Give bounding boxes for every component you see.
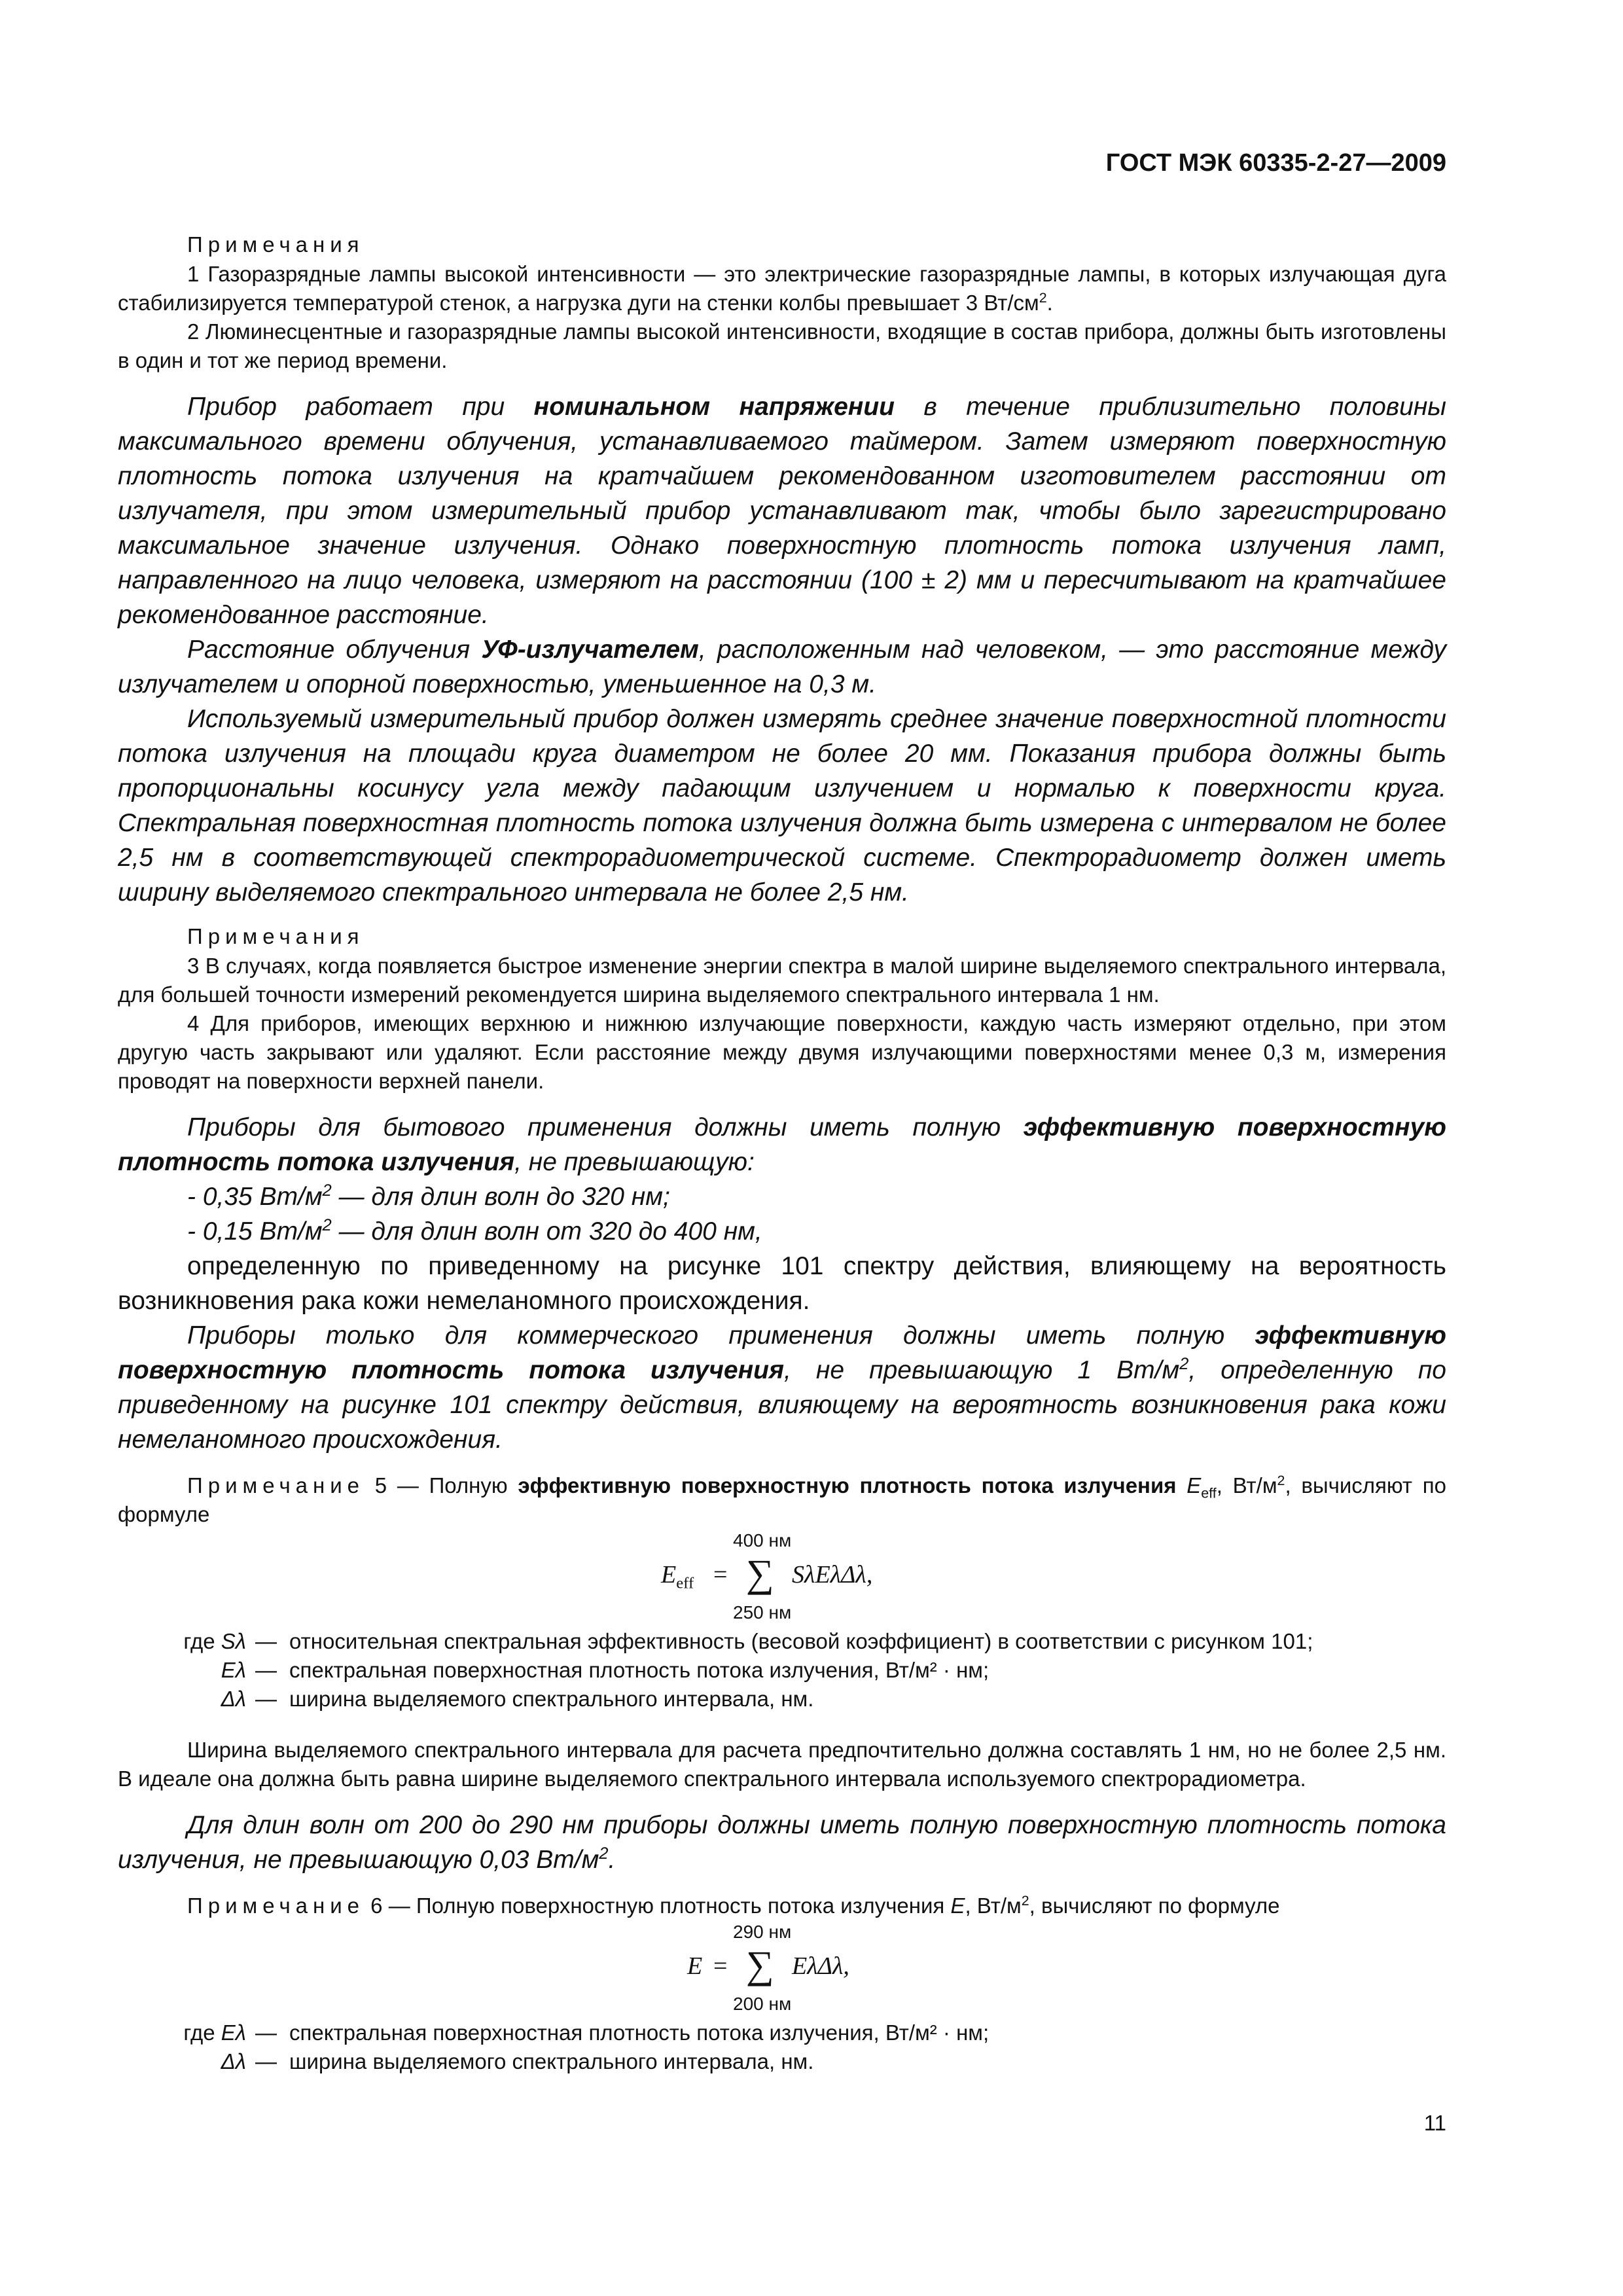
note-2 [118,317,1446,375]
formula-effective-irradiance [118,1529,1446,1627]
notes-title-2: Примечания [187,924,365,948]
definition-row: Eλ — спектральная поверхностная плотность потока излучения, Вт/м² · нм; [221,1658,990,1682]
notes-title: Примечания [187,232,365,257]
formula-lower-limit: 200 нм [733,1994,792,2014]
paragraph-bandwidth: Ширина выделяемого спектрального интервала для расчета предпочтительно должна составлять 1 нм, но не более 2,5 нм. В идеале она должна быть равна ширине выделяемого спектрального интервала используемого спектрорадиометра. [118,1738,1446,1791]
note-4: 4 Для приборов, имеющих верхнюю и нижнюю излучающие поверхности, каждую часть измеряют отдельно, при этом другую часть закрывают или удаляют. Если расстояние между двумя излучающими поверхностями менее 0,3 м, измерения проводят на поверхности верхней панели. [118,1011,1446,1093]
paragraph-commercial: Приборы только для коммерческого применения должны иметь полную эффективную поверхностную плотность потока излучения, не превышающую 1 $Вт/м^2$, определенную по приведенному на рисунке 101 спектру действия, влияющему на вероятность возникновения рака кожи немеланомного происхождения. [118,1321,1446,1454]
note-1: 1 Газоразрядные лампы высокой интенсивности — это электрические газоразрядные лампы, в которых излучающая дуга стабилизируется температурой стенок, а нагрузка дуги на стенки колбы превышает 3 $Вт/см^2$. [118,262,1446,315]
paragraph-household: Приборы для бытового применения должны иметь полную эффективную поверхностную плотность потока излучения, не превышающую: [118,1113,1447,1176]
note-3: 3 В случаях, когда появляется быстрое изменение энергии спектра в малой ширине выделяемого спектрального интервала, для большей точности измерений рекомендуется ширина выделяемого спектрального интервала 1 нм. [118,954,1446,1007]
definition-row: Δλ — ширина выделяемого спектрального интервала, нм. [221,2049,814,2073]
formula-upper-limit: 400 нм [733,1530,792,1551]
formula-irradiance [118,1920,1446,2018]
formula-equals: = [713,1952,728,1980]
formula-rhs: SλEλΔλ, [792,1561,873,1588]
paragraph-distance: Расстояние облучения УФ-излучателем, расположенным над человеком, — это расстояние между излучателем и опорной поверхностью, уменьшенное на 0,3 м. [118,636,1446,698]
sum-symbol: ∑ [746,1552,774,1595]
limit-item-2: - 0,15 $Вт/м^2$ — для длин волн от 320 до 400 нм, [187,1216,762,1246]
paragraph-short-wave-limit: Для длин волн от 200 до 290 нм приборы должны иметь полную поверхностную плотность потока излучения, не превышающую 0,03 $Вт/м^2$. [118,1811,1446,1874]
formula-lhs: E [687,1952,703,1980]
formula-upper-limit: 290 нм [733,1922,792,1942]
paragraph-instrument: Используемый измерительный прибор должен измерять среднее значение поверхностной плотности потока излучения на площади круга диаметром не более 20 мм. Показания прибора должны быть пропорциональны косинусу угла между падающим излучением и нормалью к поверхности круга. Спектральная поверхностная плотность потока излучения должна быть измерена с интервалом не более 2,5 нм в соответствующей спектрорадиометрической системе. Спектрорадиометр должен иметь ширину выделяемого спектрального интервала не более 2,5 нм. [118,705,1446,906]
page-number: 11 [1423,2111,1446,2135]
note-2-text: 2 Люминесцентные и газоразрядные лампы высокой интенсивности, входящие в состав прибора, должны быть изготовлены в один и тот же период времени. [118,319,1446,372]
formula-rhs: EλΔλ, [792,1952,849,1980]
definition-row: где Eλ — спектральная поверхностная плотность потока излучения, Вт/м² · нм; [183,2020,990,2045]
paragraph-action-spectrum: определенную по приведенному на рисунке 101 спектру действия, влияющему на вероятность возникновения рака кожи немеланомного происхождения. [118,1252,1446,1315]
definition-row: Δλ — ширина выделяемого спектрального интервала, нм. [221,1687,814,1711]
page-content [118,232,1446,2076]
formula-lower-limit: 250 нм [733,1602,792,1623]
formula-lhs: $E_{eff}$ [661,1561,694,1592]
definition-row: где Sλ — относительная спектральная эффективность (весовой коэффициент) в соответствии с рисунком 101; [183,1629,1313,1653]
definitions-1 [118,1627,1446,1713]
paragraph-measurement: Прибор работает при номинальном напряжении в течение приблизительно половины максимального времени облучения, устанавливаемого таймером. Затем измеряют поверхностную плотность потока излучения на кратчайшем рекомендованном изготовителем расстоянии от излучателя, при этом измерительный прибор устанавливают так, чтобы было зарегистрировано максимальное значение излучения. Однако поверхностную плотность потока излучения ламп, направленного на лицо человека, измеряют на расстоянии (100 ± 2) мм и пересчитывают на кратчайшее рекомендованное расстояние. [118,393,1446,629]
limit-item-1: - 0,35 $Вт/м^2$ — для длин волн до 320 нм; [187,1181,670,1211]
definitions-2 [118,2018,1446,2076]
document-header: ГОСТ МЭК 60335-2-27—2009 [1105,149,1446,177]
formula-equals: = [713,1561,728,1588]
note-5: Примечание 5 — Полную эффективную поверхностную плотность потока излучения $E_{eff}$, $Вт/м^2$, вычисляют по формуле [118,1473,1446,1526]
note-6: Примечание 6 — Полную поверхностную плотность потока излучения E, $Вт/м^2$, вычисляют по формуле [187,1893,1280,1918]
sum-symbol: ∑ [746,1943,774,1986]
